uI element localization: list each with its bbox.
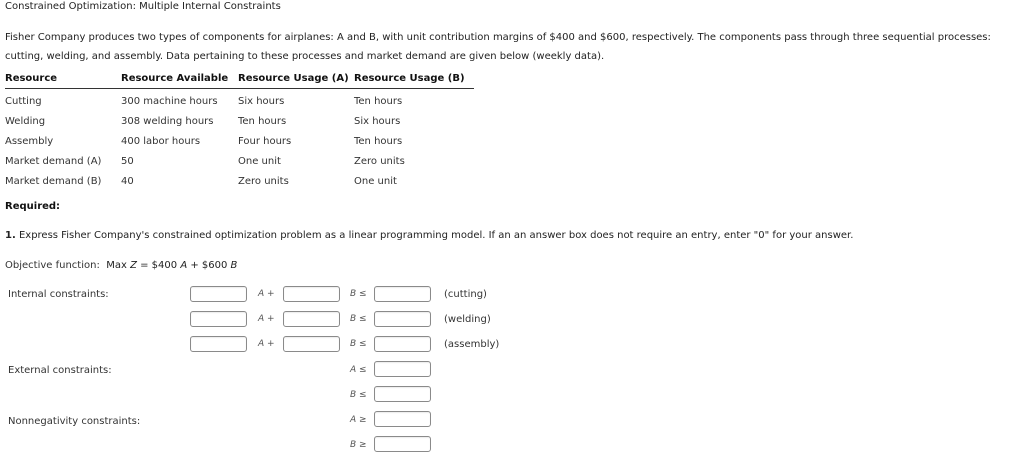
demand-b-operator: B ≤ <box>350 390 367 400</box>
demand-b-input[interactable] <box>374 386 431 402</box>
objective-label: Objective function: <box>5 260 100 271</box>
cutting-a-operator: A + <box>258 289 275 299</box>
cell-usage-b: Ten hours <box>354 135 403 147</box>
assembly-b-operator: B ≤ <box>350 339 367 349</box>
question-1 <box>5 230 853 241</box>
table-row <box>5 111 474 131</box>
welding-note: (welding) <box>444 314 491 325</box>
cell-usage-a: One unit <box>238 155 281 167</box>
nonneg-b-operator: B ≥ <box>350 440 367 450</box>
objective-max: Max <box>106 260 127 271</box>
assembly-coef-a-input[interactable] <box>190 336 247 352</box>
welding-rhs-input[interactable] <box>374 311 431 327</box>
objective-plus: + $600 <box>190 260 228 271</box>
table-row <box>5 131 474 151</box>
cell-available: 300 machine hours <box>121 95 218 107</box>
cell-usage-a: Zero units <box>238 175 289 187</box>
header-available: Resource Available <box>121 71 238 89</box>
assembly-a-operator: A + <box>258 339 275 349</box>
cell-resource: Cutting <box>5 95 42 107</box>
header-usage-a: Resource Usage (A) <box>238 71 354 89</box>
cutting-coef-b-input[interactable] <box>283 286 340 302</box>
objective-a: A <box>180 260 188 271</box>
nonneg-a-operator: A ≥ <box>350 415 367 425</box>
cutting-coef-a-input[interactable] <box>190 286 247 302</box>
table-header-row <box>5 71 474 89</box>
objective-z: Z <box>130 260 137 271</box>
cell-usage-b: Zero units <box>354 155 405 167</box>
welding-coef-a-input[interactable] <box>190 311 247 327</box>
demand-a-operator: A ≤ <box>350 365 367 375</box>
cutting-b-operator: B ≤ <box>350 289 367 299</box>
cell-available: 40 <box>121 175 134 187</box>
internal-constraints-label: Internal constraints: <box>8 289 109 300</box>
cutting-note: (cutting) <box>444 289 487 300</box>
objective-b: B <box>230 260 238 271</box>
header-usage-b: Resource Usage (B) <box>354 71 474 89</box>
cell-usage-a: Ten hours <box>238 115 287 127</box>
assembly-note: (assembly) <box>444 339 500 350</box>
cell-resource: Assembly <box>5 135 54 147</box>
cell-usage-a: Six hours <box>238 95 285 107</box>
question-number: 1. <box>5 230 16 241</box>
welding-b-operator: B ≤ <box>350 314 367 324</box>
resource-table <box>5 71 474 191</box>
cell-available: 308 welding hours <box>121 115 214 127</box>
cutting-rhs-input[interactable] <box>374 286 431 302</box>
nonnegativity-constraints-label: Nonnegativity constraints: <box>8 416 141 427</box>
nonneg-b-input[interactable] <box>374 436 431 452</box>
demand-a-input[interactable] <box>374 361 431 377</box>
problem-intro: Fisher Company produces two types of components for airplanes: A and B, with unit contribution margins of $400 and $600, respectively. The components pass through three sequential processes: cutting, welding, and assembly. Data pertaining to these processes and market demand are given below (weekly data). <box>5 32 991 62</box>
external-constraints-label: External constraints: <box>8 365 112 376</box>
required-heading: Required: <box>5 201 61 212</box>
cell-resource: Market demand (A) <box>5 155 102 167</box>
objective-function <box>5 260 237 271</box>
cell-resource: Welding <box>5 115 46 127</box>
cell-usage-b: Ten hours <box>354 95 403 107</box>
table-row <box>5 171 474 191</box>
nonneg-a-input[interactable] <box>374 411 431 427</box>
cell-usage-b: One unit <box>354 175 397 187</box>
assembly-rhs-input[interactable] <box>374 336 431 352</box>
question-text: Express Fisher Company's constrained optimization problem as a linear programming model. If an an answer box does not require an entry, enter "0" for your answer. <box>18 230 854 241</box>
assembly-coef-b-input[interactable] <box>283 336 340 352</box>
header-resource: Resource <box>5 71 121 89</box>
cell-available: 400 labor hours <box>121 135 201 147</box>
objective-eq: = $400 <box>140 260 178 271</box>
welding-coef-b-input[interactable] <box>283 311 340 327</box>
welding-a-operator: A + <box>258 314 275 324</box>
page-title: Constrained Optimization: Multiple Internal Constraints <box>5 1 281 12</box>
cell-resource: Market demand (B) <box>5 175 102 187</box>
table-row <box>5 89 474 112</box>
cell-available: 50 <box>121 155 134 167</box>
table-row <box>5 151 474 171</box>
cell-usage-b: Six hours <box>354 115 401 127</box>
cell-usage-a: Four hours <box>238 135 292 147</box>
